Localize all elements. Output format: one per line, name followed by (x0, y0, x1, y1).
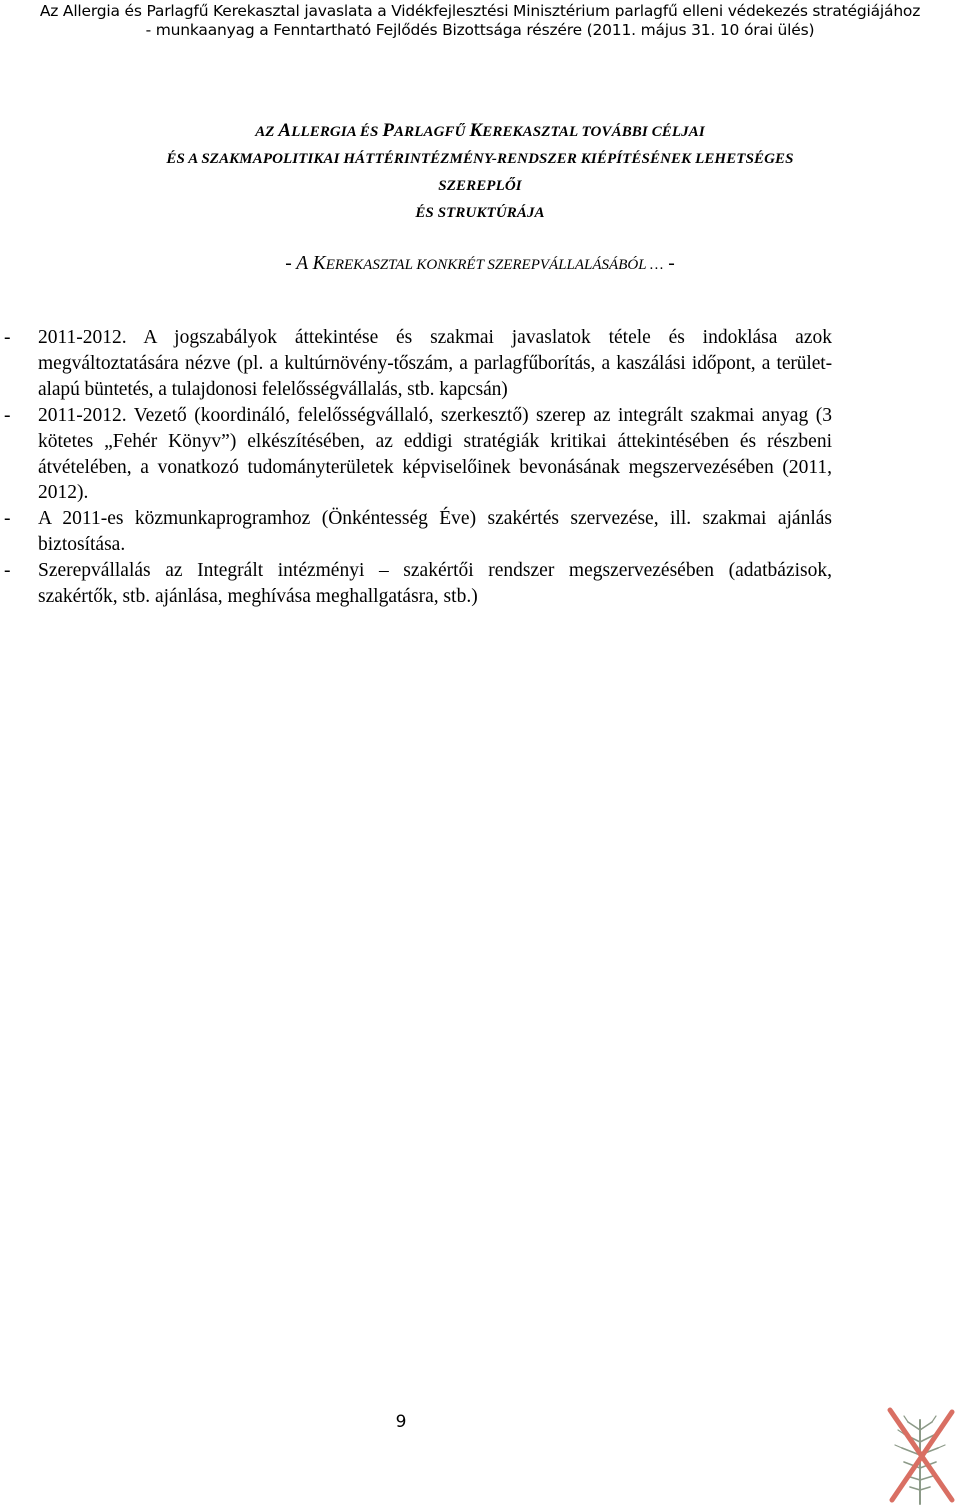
list-item (4, 325, 832, 403)
page-number: 9 (395, 1412, 407, 1432)
document-title (0, 117, 960, 227)
list-item (4, 558, 832, 610)
title-line-4: ÉS STRUKTÚRÁJA (415, 205, 545, 221)
header-line-1: Az Allergia és Parlagfű Kerekasztal javaslata a Vidékfejlesztési Minisztérium parlagfű elleni védekezés stratégiájához (39, 2, 921, 20)
list-bullet: - (4, 404, 11, 426)
list-item (4, 506, 832, 558)
list-bullet: - (4, 508, 11, 530)
list-item-text: 2011-2012. Vezető (koordináló, felelősségvállaló, szerkesztő) szerep az integrált szakmai anyag (3 kötetes „Fehér Könyv”) elkészítésében, az eddigi stratégiák kritikai áttekintésében és részbeni átvételében, a vonatkozó tudományterületek képviselőinek bevonásának megszervezésében (2011, 2012). (38, 404, 832, 504)
list-item-text: 2011-2012. A jogszabályok áttekintése és szakmai javaslatok tétele és indoklása azok megváltoztatására nézve (pl. a kultúrnövény-tőszám, a parlagfűborítás, a kaszálási időpont, a terület-alapú büntetés, a tulajdonosi felelősségvállalás, stb. kapcsán) (38, 327, 832, 400)
title-line-1: AZ ALLERGIA ÉS PARLAGFŰ KEREKASZTAL TOVÁBBI CÉLJAI (255, 120, 705, 141)
list-bullet: - (4, 560, 11, 582)
list-item-text: Szerepvállalás az Integrált intézményi – szakértői rendszer megszervezésében (adatbázisok, szakértők, stb. ajánlása, meghívása meghallgatásra, stb.) (38, 560, 832, 608)
header-line-2: - munkaanyag a Fenntartható Fejlődés Bizottsága részére (2011. május 31. 10 órai ülés) (145, 21, 815, 39)
list-bullet: - (4, 327, 11, 348)
role-list (4, 325, 832, 610)
title-line-2: ÉS A SZAKMAPOLITIKAI HÁTTÉRINTÉZMÉNY-RENDSZER KIÉPÍTÉSÉNEK LEHETSÉGES (166, 151, 794, 167)
list-item (4, 403, 832, 507)
crossed-ragweed-logo-icon (880, 1400, 960, 1507)
title-line-3: SZEREPLŐI (438, 178, 522, 194)
document-subtitle: - A KEREKASZTAL KONKRÉT SZEREPVÁLLALÁSÁBÓL … - (285, 253, 675, 274)
list-item-text: A 2011-es közmunkaprogramhoz (Önkéntesség Éve) szakértés szervezése, ill. szakmai ajánlás biztosítása. (38, 508, 832, 556)
